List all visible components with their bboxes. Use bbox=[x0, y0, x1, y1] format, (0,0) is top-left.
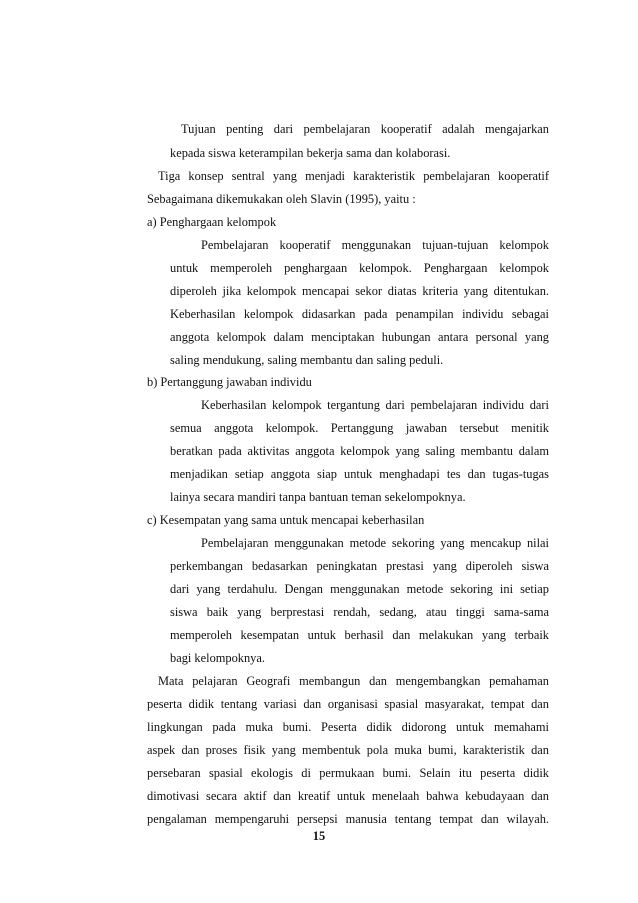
text-line: peserta didik tentang variasi dan organisasi spasial masyarakat, tempat dan bbox=[147, 697, 549, 711]
list-heading-c: c) Kesempatan yang sama untuk mencapai keberhasilan bbox=[147, 513, 425, 527]
text-line: saling mendukung, saling membantu dan saling peduli. bbox=[170, 353, 444, 367]
text-line: bagi kelompoknya. bbox=[170, 651, 265, 665]
text-line: pengalaman mempengaruhi persepsi manusia tentang tempat dan wilayah. bbox=[147, 812, 549, 826]
text-line: Tujuan penting dari pembelajaran kooperatif adalah mengajarkan bbox=[181, 122, 549, 136]
list-heading-a: a) Penghargaan kelompok bbox=[147, 215, 277, 229]
text-line: lingkungan pada muka bumi. Peserta didik didorong untuk memahami bbox=[147, 720, 549, 734]
text-line: Pembelajaran menggunakan metode sekoring yang mencakup nilai bbox=[201, 536, 549, 550]
text-line: siswa baik yang berprestasi rendah, sedang, atau tinggi sama-sama bbox=[170, 605, 549, 619]
page-number: 15 bbox=[312, 829, 326, 843]
text-line: perkembangan bedasarkan peningkatan prestasi yang diperoleh siswa bbox=[170, 559, 549, 573]
list-heading-b: b) Pertanggung jawaban individu bbox=[147, 375, 312, 389]
text-line: anggota kelompok dalam menciptakan hubungan antara personal yang bbox=[170, 330, 549, 344]
text-line: semua anggota kelompok. Pertanggung jawaban tersebut menitik bbox=[170, 421, 549, 435]
text-line: Keberhasilan kelompok tergantung dari pembelajaran individu dari bbox=[201, 398, 549, 412]
text-line: beratkan pada aktivitas anggota kelompok yang saling membantu dalam bbox=[170, 444, 549, 458]
text-line: menjadikan setiap anggota siap untuk menghadapi tes dan tugas-tugas bbox=[170, 467, 549, 481]
text-line: persebaran spasial ekologis di permukaan bumi. Selain itu peserta didik bbox=[147, 766, 549, 780]
text-line: Tiga konsep sentral yang menjadi karakteristik pembelajaran kooperatif bbox=[158, 169, 549, 183]
text-line: aspek dan proses fisik yang membentuk pola muka bumi, karakteristik dan bbox=[147, 743, 549, 757]
text-line: memperoleh kesempatan untuk berhasil dan melakukan yang terbaik bbox=[170, 628, 549, 642]
text-line: untuk memperoleh penghargaan kelompok. Penghargaan kelompok bbox=[170, 261, 549, 275]
text-line: Sebagaimana dikemukakan oleh Slavin (1995), yaitu : bbox=[147, 192, 416, 206]
text-line: diperoleh jika kelompok mencapai sekor diatas kriteria yang ditentukan. bbox=[170, 284, 549, 298]
text-line: Keberhasilan kelompok didasarkan pada penampilan individu sebagai bbox=[170, 307, 549, 321]
text-line: dari yang terdahulu. Dengan menggunakan metode sekoring ini setiap bbox=[170, 582, 549, 596]
text-line: Mata pelajaran Geografi membangun dan mengembangkan pemahaman bbox=[158, 674, 549, 688]
text-line: kepada siswa keterampilan bekerja sama dan kolaborasi. bbox=[170, 146, 451, 160]
text-line: Pembelajaran kooperatif menggunakan tujuan-tujuan kelompok bbox=[201, 238, 549, 252]
text-line: lainya secara mandiri tanpa bantuan teman sekelompoknya. bbox=[170, 490, 466, 504]
text-line: dimotivasi secara aktif dan kreatif untuk menelaah bahwa kebudayaan dan bbox=[147, 789, 549, 803]
